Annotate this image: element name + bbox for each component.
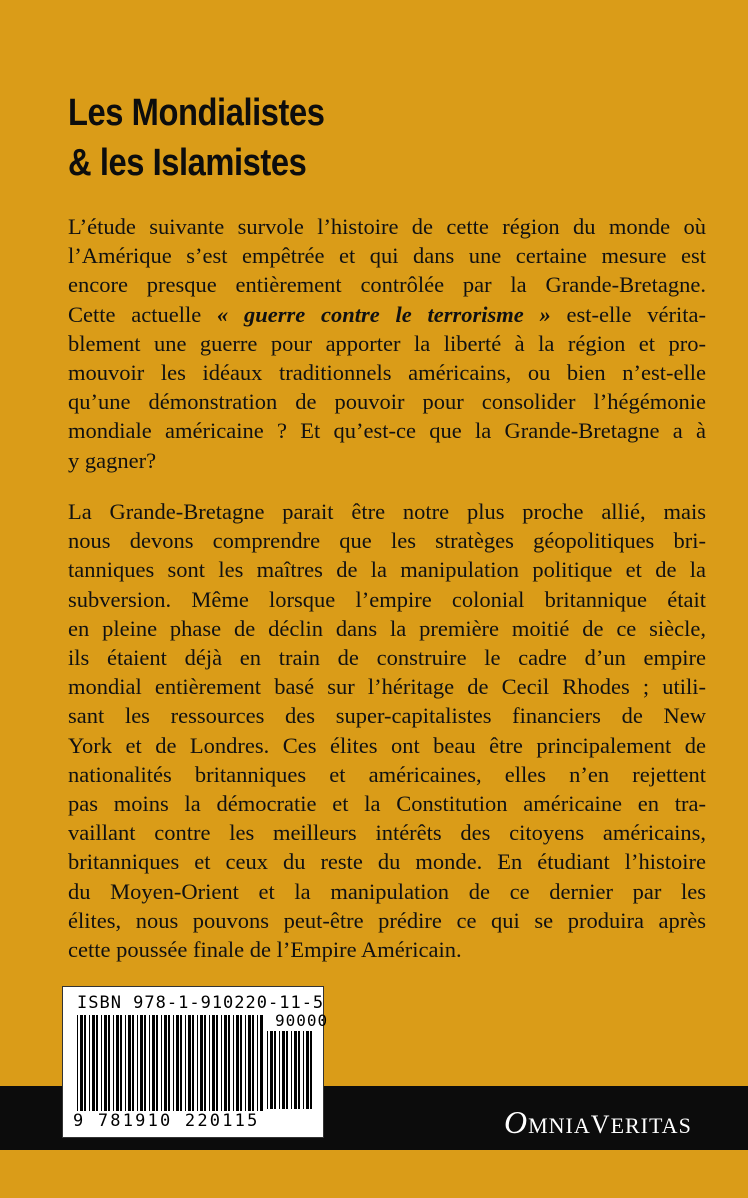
barcode-bar <box>164 1015 167 1111</box>
barcode-bar <box>294 1031 297 1109</box>
barcode-bar <box>77 1015 78 1111</box>
barcode-bar <box>108 1015 110 1111</box>
barcode-bar <box>176 1015 179 1111</box>
summary-paragraph-1 <box>68 212 706 475</box>
barcode-bar <box>209 1015 210 1111</box>
barcode-bar <box>252 1015 254 1111</box>
text-line: pas moins la démocratie et la Constitution américaine en tra- <box>68 791 706 817</box>
barcode-bar <box>270 1031 273 1109</box>
isbn-barcode <box>62 986 329 1138</box>
barcode-bar <box>128 1015 131 1111</box>
text-line: La Grande-Bretagne parait être notre plus proche allié, mais <box>68 499 706 524</box>
text-line-with-emphasis <box>68 300 706 329</box>
barcode-bar <box>84 1015 86 1111</box>
barcode-bar <box>125 1015 126 1111</box>
barcode-bar <box>257 1015 258 1111</box>
barcode-bar <box>137 1015 138 1111</box>
barcode-bar <box>200 1015 203 1111</box>
barcode-bar <box>310 1031 312 1109</box>
barcode-bar <box>173 1015 174 1111</box>
logo-initial: O <box>504 1104 529 1140</box>
text-line: sant les ressources des super-capitalistes financiers de New <box>68 703 706 729</box>
text-line: qu’une démonstration de pouvoir pour consolider l’hégémonie <box>68 389 706 415</box>
barcode-bar <box>286 1031 288 1109</box>
barcode-bar <box>221 1015 222 1111</box>
title-line-2: & les Islamistes <box>68 142 307 184</box>
text-line: y gagner? <box>68 447 157 473</box>
title-line-1: Les Mondialistes <box>68 92 325 134</box>
barcode-bar <box>224 1015 227 1111</box>
barcode-bar <box>104 1015 107 1111</box>
text-line: mouvoir les idéaux traditionnels américains, ou bien n’est-elle <box>68 360 706 386</box>
barcode-bars <box>77 1015 263 1111</box>
text-line: vaillant contre les meilleurs intérêts des citoyens américains, <box>68 820 706 846</box>
barcode-bar <box>180 1015 182 1111</box>
logo-word-2: ERITAS <box>610 1113 692 1138</box>
barcode-bar <box>248 1015 251 1111</box>
barcode-bar <box>192 1015 194 1111</box>
text-line: encore presque entièrement contrôlée par la Grande-Bretagne. <box>68 272 706 298</box>
barcode-bar <box>156 1015 158 1111</box>
barcode-bar <box>161 1015 162 1111</box>
barcode-bar <box>168 1015 170 1111</box>
text-line: nationalités britanniques et américaines, elles n’en rejettent <box>68 761 706 787</box>
isbn-text: ISBN 978-1-910220-11-5 <box>77 993 325 1013</box>
barcode-bar <box>144 1015 146 1111</box>
summary-paragraph-2 <box>68 497 706 964</box>
barcode-bar <box>274 1031 276 1109</box>
barcode-bar <box>267 1031 268 1109</box>
text-line: tanniques sont les maîtres de la manipulation politique et de la <box>68 557 706 583</box>
barcode-bar <box>216 1015 218 1111</box>
text-line: cette poussée finale de l’Empire Américain. <box>68 937 462 963</box>
barcode-bar <box>260 1015 263 1111</box>
book-title <box>68 88 324 188</box>
barcode-bar <box>298 1031 300 1109</box>
barcode-bar <box>113 1015 114 1111</box>
text-line: ils étaient déjà en train de construire le cadre d’un empire <box>68 645 706 671</box>
barcode-bar <box>116 1015 119 1111</box>
text-line: nous devons comprendre que les stratèges géopolitiques bri- <box>68 528 706 554</box>
barcode-bar <box>140 1015 143 1111</box>
barcode-bar <box>197 1015 198 1111</box>
barcode-bar <box>306 1031 309 1109</box>
barcode-bar <box>132 1015 134 1111</box>
barcode-bar <box>188 1015 191 1111</box>
text-line: mondiale américaine ? Et qu’est-ce que la Grande-Bretagne a à <box>68 418 706 444</box>
emphasis-quote: « guerre contre le terrorisme » <box>216 301 551 327</box>
text-fragment: Cette actuelle <box>68 301 217 327</box>
text-line: York et de Londres. Ces élites ont beau être principalement de <box>68 732 706 758</box>
barcode-bar <box>152 1015 155 1111</box>
barcode-bar <box>185 1015 186 1111</box>
text-line: l’Amérique s’est empêtrée et qui dans une certaine mesure est <box>68 243 706 269</box>
text-line: L’étude suivante survole l’histoire de cette région du monde où <box>68 214 706 239</box>
barcode-bar <box>204 1015 206 1111</box>
barcode-bar <box>228 1015 230 1111</box>
barcode-bar <box>233 1015 234 1111</box>
publisher-logo <box>504 1104 692 1141</box>
barcode-bar <box>282 1031 285 1109</box>
text-line: britanniques et ceux du reste du monde. En étudiant l’histoire <box>68 849 706 875</box>
barcode-bar <box>120 1015 122 1111</box>
barcode-bar <box>245 1015 246 1111</box>
barcode-bar <box>291 1031 292 1109</box>
barcode-bar <box>212 1015 215 1111</box>
barcode-bar <box>149 1015 150 1111</box>
logo-v: V <box>590 1110 611 1139</box>
addon-barcode-bars <box>267 1031 313 1109</box>
text-line: en pleine phase de déclin dans la première moitié de ce siècle, <box>68 615 706 641</box>
barcode-bar <box>279 1031 280 1109</box>
barcode-digits: 9 781910 220115 <box>73 1111 260 1131</box>
barcode-bar <box>96 1015 98 1111</box>
barcode-bar <box>303 1031 304 1109</box>
text-line: du Moyen-Orient et la manipulation de ce dernier par les <box>68 878 706 904</box>
text-line: élites, nous pouvons peut-être prédire ce qui se produira après <box>68 907 706 933</box>
barcode-bar <box>80 1015 83 1111</box>
logo-word-1: MNIA <box>528 1113 591 1138</box>
barcode-bar <box>236 1015 239 1111</box>
text-line: mondial entièrement basé sur l’héritage de Cecil Rhodes ; utili- <box>68 674 706 700</box>
barcode-bar <box>101 1015 102 1111</box>
barcode-bar <box>89 1015 90 1111</box>
text-line: blement une guerre pour apporter la liberté à la région et pro- <box>68 330 706 356</box>
price-code: 90000 <box>275 1011 329 1030</box>
text-line: subversion. Même lorsque l’empire colonial britannique était <box>68 586 706 612</box>
barcode-bar <box>92 1015 95 1111</box>
text-fragment: est-elle vérita- <box>550 301 706 327</box>
barcode-bar <box>240 1015 242 1111</box>
